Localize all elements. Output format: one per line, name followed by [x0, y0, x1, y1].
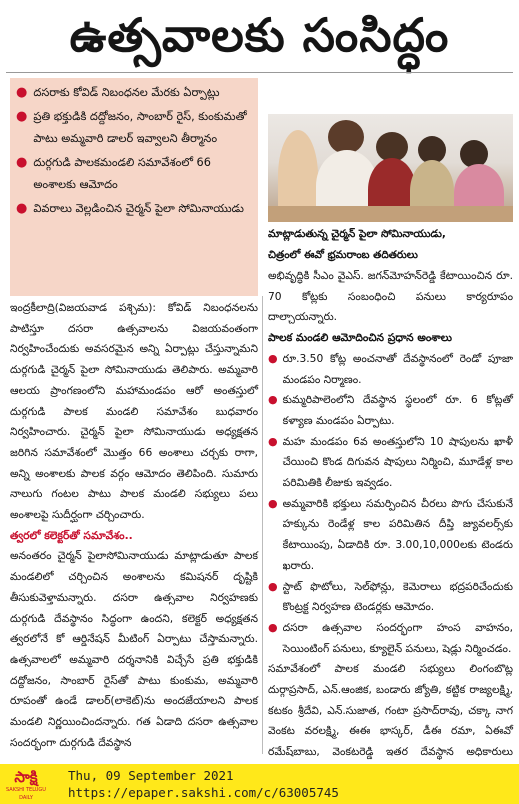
article-intro: ఇంద్రకీలాద్రి(విజయవాడ పశ్చిమ): కోవిడ్ నిబంధనలను పాటిస్తూ దసరా ఉత్సవాలను విజయవంతంగా నిర్వహించేందుకు అవసరమైన అన్ని ఏర్పాట్లు చేస్తున్నామని దుర్గగుడి చైర్మన్ పైలా సోమినాయుడు తెలిపారు. అమ్మవారి ఆలయ ప్రాంగణంలోని మహామండపం ఆరో అంతస్తులో దుర్గగుడి పాలక మండలి సమావేశం బుధవారం నిర్వహించారు. చైర్మన్ పైలా సోమినాయుడు అధ్యక్షతన జరిగిన సమావేశంలో మొత్తం 66 అంశాలు చర్చకు రాగా, అన్ని అంశాలకు పాలక వర్గం ఆమోదం తెలిపింది. సుమారు నాలుగు గంటల పాటు పాలక మండలి సభ్యులు పలు అంశాలపై సుదీర్ఘంగా చర్చించారు. [10, 301, 258, 522]
epaper-link[interactable]: https://epaper.sakshi.com/c/63005745 [68, 785, 339, 800]
bullet-icon: ● [16, 85, 28, 100]
decision-item: ● అమ్మవారికి భక్తులు సమర్పించిన చీరలు పొగు చేసుకునే హక్కును రెండేళ్ల కాల పరిమితిన దీప్తి జ్యువలర్స్‌కు కేటాయింపు, ఏడాదికి రూ. 3.00,10,000లకు టెండరు ఖరారు. [268, 494, 513, 577]
bullet-icon: ● [268, 393, 278, 407]
bullet-icon: ● [16, 109, 28, 124]
highlights-box [10, 78, 258, 296]
headline: ఉత్సవాలకు సంసిద్ధం [69, 8, 450, 62]
bullet-icon: ● [268, 434, 278, 448]
section-subhead: త్వరలో కలెక్టర్‌తో సమావేశం.. [10, 528, 133, 542]
decision-item: ● రూ.3.50 కోట్ల అంచనాతో దేవస్థానంలో రెండో పూజా మండపం నిర్మాణం. [268, 349, 513, 390]
column-divider [262, 296, 263, 754]
footer-bar [0, 764, 519, 804]
bullet-icon: ● [268, 579, 278, 593]
bullet-icon: ● [16, 201, 28, 216]
news-photo [268, 114, 513, 222]
edition-date: Thu, 09 September 2021 [68, 768, 234, 783]
headline-rule [6, 72, 513, 73]
highlight-item: ● దసరాకు కోవిడ్ నిబంధనల మేరకు ఏర్పాట్లు [16, 82, 252, 104]
right-column [268, 266, 513, 784]
highlight-item: ● వివరాలు వెల్లడించిన చైర్మన్ పైలా సోమినాయుడు [16, 198, 252, 220]
bullet-icon: ● [268, 620, 278, 634]
sakshi-logo: సాక్షి SAKSHI TELUGU DAILY [6, 768, 46, 801]
article-continuation: అభివృద్ధికి సీఎం వైఎస్. జగన్‌మోహన్‌రెడ్డి కేటాయించిన రూ. 70 కోట్లకు సంబంధించి పనులు కార్యరూపం దాల్చాయన్నారు. [268, 269, 513, 324]
decisions-subhead: పాలక మండలి ఆమోదించిన ప్రధాన అంశాలు [268, 331, 453, 345]
decision-item: ● మహ మండపం 6వ అంతస్తులోని 10 షాపులను ఖాళీ చేయించి కొండ దిగువన షాపులు నిర్మించి, మూడేళ్ల కాల పరిమితికి లీజుకు ఇవ్వడం. [268, 432, 513, 494]
attendees-text: సమావేశంలో పాలక మండలి సభ్యులు లింగంబొట్ల దుర్గాప్రసాద్, ఎన్.ఆంజిక, బండారు జ్యోతి, కట్టిక రాజ్యలక్ష్మి, కటకం శ్రీదేవి, ఎన్.సుజాత, గంటా ప్రసాద్‌రావు, చక్కా నాగ వెంకట వరలక్ష్మి, ఈఈ భాస్కర్, డీఈ రమా, ఏఈవో రమేష్‌బాబు, వెంకటరెడ్డి ఇతర దేవస్థాన అధికారులు [268, 662, 513, 759]
decision-item: ● దసరా ఉత్సవాల సందర్భంగా హంస వాహనం, సెయింటింగ్ పనులు, క్యూలైన్ పనులు, షెడ్లు నిర్మించడం. [268, 618, 513, 659]
highlight-item: ● ప్రతి భక్తుడికి దద్దోజనం, సాంబార్ రైస్, కుంకుమతో పాటు అమ్మవారి డాలర్ ఇవ్వాలని తీర్మానం [16, 106, 252, 150]
highlight-item: ● దుర్గగుడి పాలకమండలి సమావేశంలో 66 అంశాలకు ఆమోదం [16, 152, 252, 196]
decision-item: ● స్టాట్ ఫొటోలు, సెల్‌ఫోన్లు, కెమెరాలు భద్రపరిచేందుకు కొంట్రక్ట నిర్వహణ టెండర్లకు ఆమోదం. [268, 577, 513, 618]
decision-item: ● కుమ్మరిపాలెంలోని దేవస్థాన స్థలంలో రూ. 6 కోట్లతో కళ్యాణ మండపం ఏర్పాటు. [268, 390, 513, 431]
photo-caption: మాట్లాడుతున్న చైర్మన్ పైలా సోమినాయుడు, చిత్రంలో ఈవో భ్రమరాంబ తదితరులు [268, 228, 446, 261]
bullet-icon: ● [268, 496, 278, 510]
left-column [10, 298, 258, 753]
bullet-icon: ● [16, 155, 28, 170]
bullet-icon: ● [268, 351, 278, 365]
article-body: అనంతరం చైర్మన్ పైలాసోమినాయుడు మాట్లాడుతూ పాలక మండలిలో చర్చించిన అంశాలను కమిషనర్ దృష్టికి తీసుకువెళ్తామన్నారు. దసరా ఉత్సవాల నిర్వహణకు దుర్గగుడి దేవస్థానం సిద్ధంగా ఉందని, కలెక్టర్ అధ్యక్షతన త్వరలోనే కో ఆర్డినేషన్ మీటింగ్ ఏర్పాటు చేస్తామన్నారు. ఉత్సవాలలో అమ్మవారి దర్శనానికి విచ్చేసే ప్రతి భక్తుడికి దద్దోజనం, సాంబార్ రైస్‌తో పాటు కుంకుమ, అమ్మవారి రూపంతో ఉండే డాలర్(లాకెట్)ను అందజేయాలని పాలక మండలి నిర్ణయించిందన్నారు. గత ఏడాది దసరా ఉత్సవాల సందర్భంగా దుర్గగుడి దేవస్థాన [10, 549, 258, 749]
